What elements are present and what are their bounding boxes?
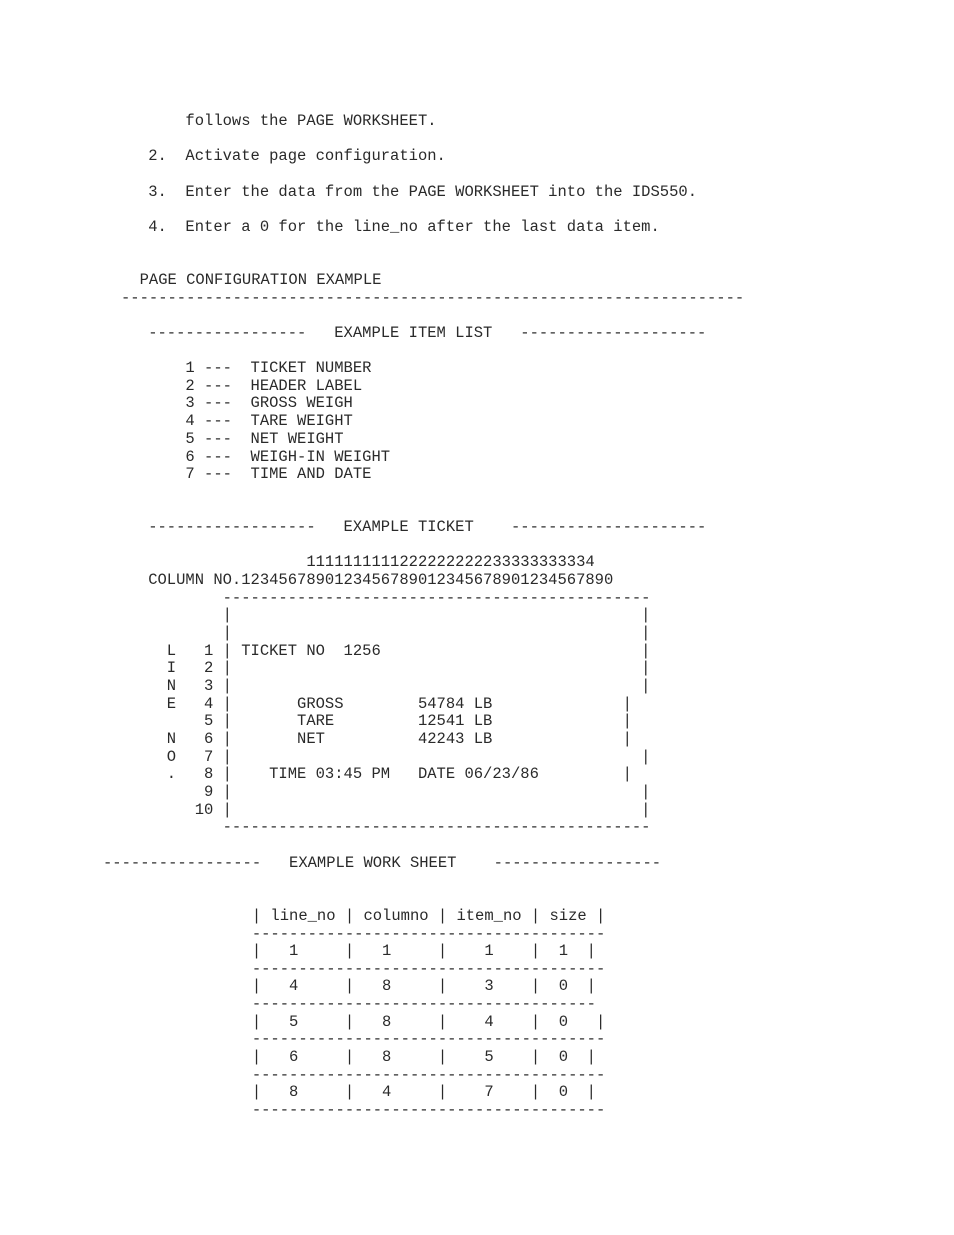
ticket-column-tens: 1111111111222222222233333333334	[111, 553, 595, 571]
ticket-row: I 2 | |	[111, 659, 651, 677]
list-item: 4 --- TARE WEIGHT	[111, 412, 353, 430]
worksheet-column-headers: | line_no | columno | item_no | size |	[103, 907, 606, 925]
list-item: 2 --- HEADER LABEL	[111, 377, 363, 395]
ticket-row: N 6 | NET 42243 LB |	[111, 730, 632, 748]
ticket-column-ones: COLUMN NO.1234567890123456789012345678901234567890	[111, 571, 614, 589]
item-list-header: ----------------- EXAMPLE ITEM LIST --------------------	[111, 324, 707, 342]
worksheet-rule: --------------------------------------	[103, 1030, 606, 1048]
ticket-row: 10 | |	[111, 801, 651, 819]
list-item: 1 --- TICKET NUMBER	[111, 359, 372, 377]
instruction-step-4: 4. Enter a 0 for the line_no after the last data item.	[111, 218, 660, 236]
table-row: | 1 | 1 | 1 | 1 |	[103, 942, 596, 960]
table-row: | 8 | 4 | 7 | 0 |	[103, 1083, 596, 1101]
list-item: 7 --- TIME AND DATE	[111, 465, 372, 483]
worksheet-rule: --------------------------------------	[103, 1066, 606, 1084]
ticket-header: ------------------ EXAMPLE TICKET ---------------------	[111, 518, 707, 536]
table-row: | 6 | 8 | 5 | 0 |	[103, 1048, 596, 1066]
ticket-row: L 1 | TICKET NO 1256 |	[111, 642, 651, 660]
instruction-step-2: 2. Activate page configuration.	[111, 147, 446, 165]
table-row: | 4 | 8 | 3 | 0 |	[103, 977, 596, 995]
ticket-row: O 7 | |	[111, 748, 651, 766]
list-item: 3 --- GROSS WEIGH	[111, 394, 353, 412]
worksheet-rule: --------------------------------------	[103, 925, 606, 943]
worksheet-rule: --------------------------------------	[103, 1101, 606, 1119]
ticket-row: . 8 | TIME 03:45 PM DATE 06/23/86 |	[111, 765, 632, 783]
ticket-row: | |	[111, 606, 651, 624]
ticket-border-top: ----------------------------------------------	[111, 589, 651, 607]
ticket-row: E 4 | GROSS 54784 LB |	[111, 695, 632, 713]
instruction-continuation: follows the PAGE WORKSHEET.	[111, 112, 437, 130]
section-rule: -------------------------------------------------------------------	[121, 289, 745, 307]
worksheet-rule: -------------------------------------	[103, 995, 596, 1013]
section-title: PAGE CONFIGURATION EXAMPLE	[121, 271, 382, 289]
ticket-row: | |	[111, 624, 651, 642]
list-item: 5 --- NET WEIGHT	[111, 430, 344, 448]
worksheet-header: ----------------- EXAMPLE WORK SHEET ------------------	[103, 854, 662, 872]
ticket-row: N 3 | |	[111, 677, 651, 695]
list-item: 6 --- WEIGH-IN WEIGHT	[111, 448, 391, 466]
worksheet-rule: --------------------------------------	[103, 960, 606, 978]
table-row: | 5 | 8 | 4 | 0 |	[103, 1013, 606, 1031]
ticket-row: 5 | TARE 12541 LB |	[111, 712, 632, 730]
ticket-row: 9 | |	[111, 783, 651, 801]
ticket-border-bottom: ----------------------------------------------	[111, 818, 651, 836]
instruction-step-3: 3. Enter the data from the PAGE WORKSHEET into the IDS550.	[111, 183, 697, 201]
